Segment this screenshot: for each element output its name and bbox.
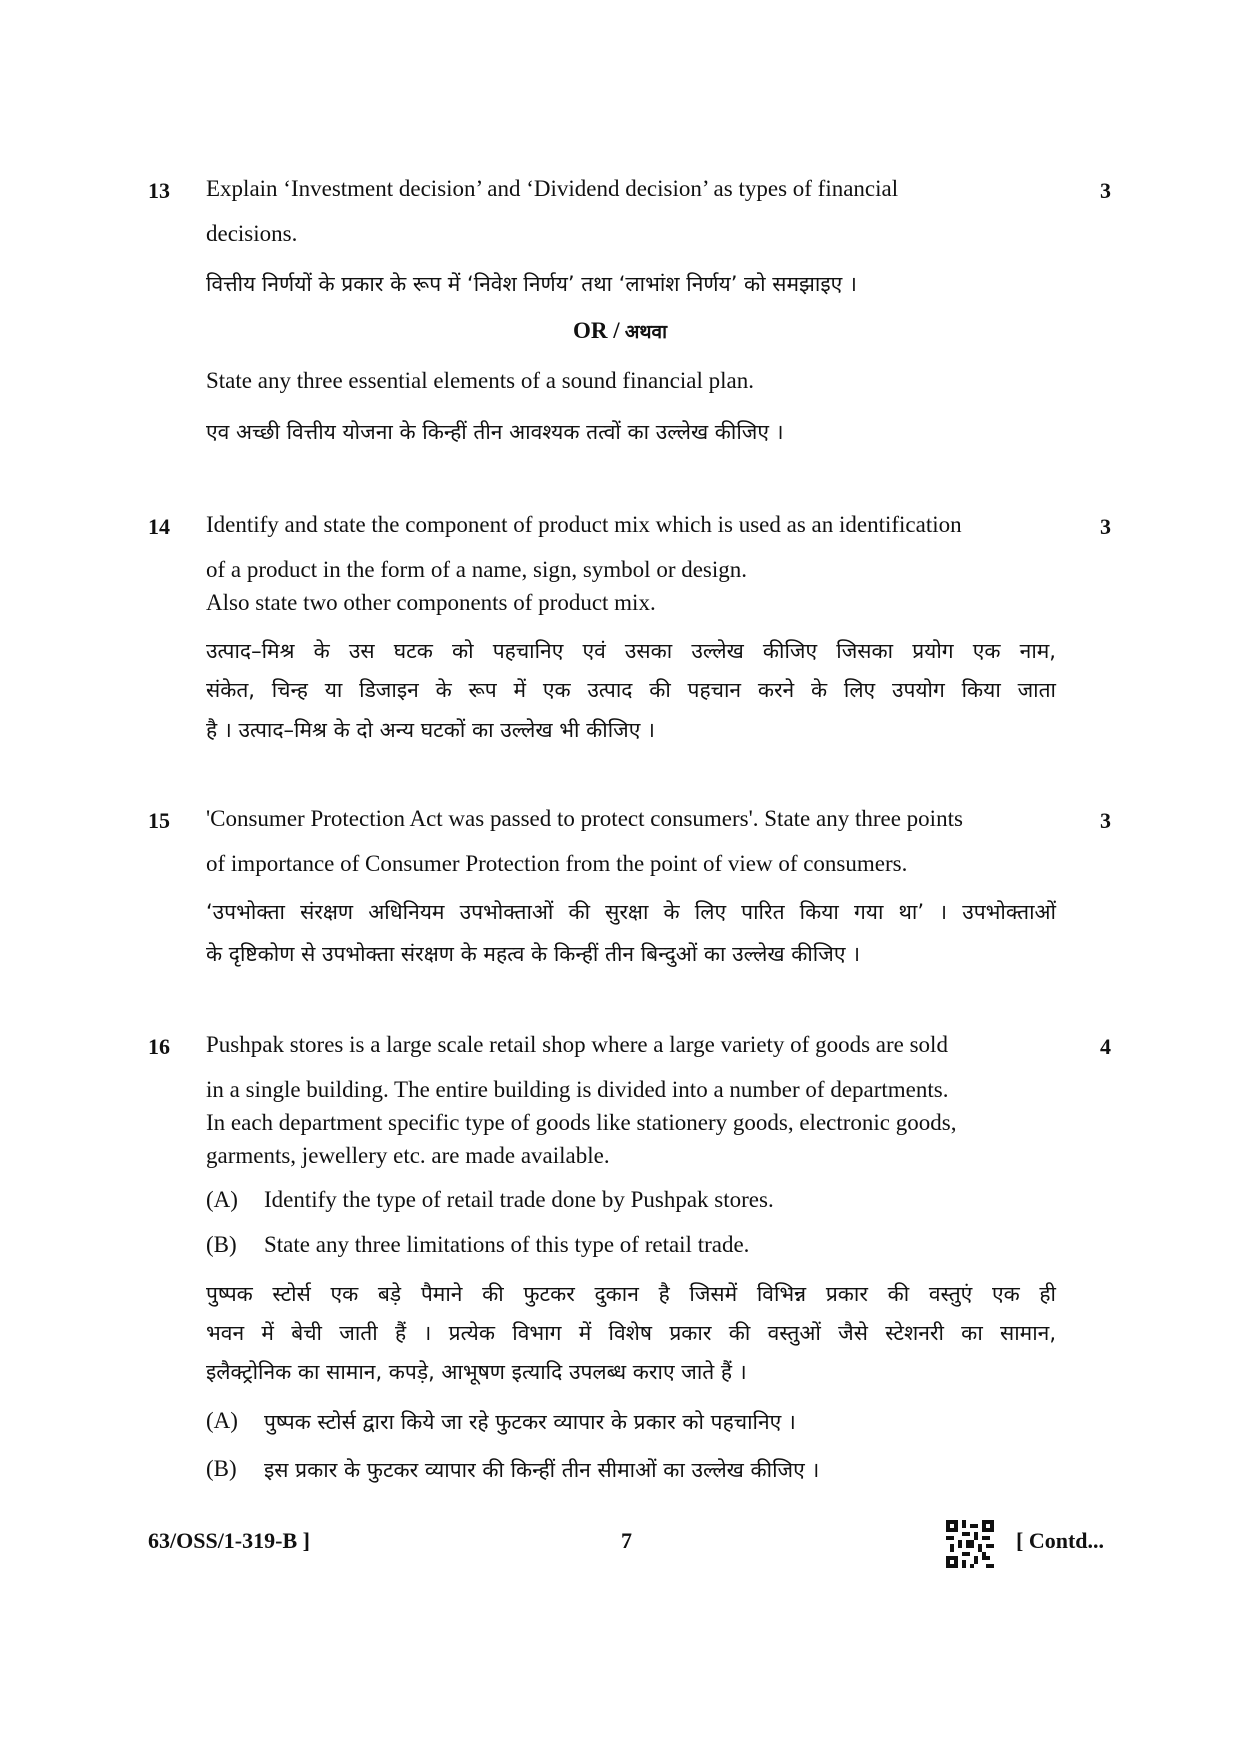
- or-separator: [0, 318, 1240, 344]
- question-text-en: garments, jewellery etc. are made available.: [206, 1143, 610, 1168]
- question-text-en: of a product in the form of a name, sign, symbol or design.: [206, 557, 748, 582]
- sub-question-text-en: State any three limitations of this type of retail trade.: [264, 1232, 750, 1257]
- sub-question-text-hi: पुष्पक स्टोर्स द्वारा किये जा रहे फुटकर व्यापार के प्रकार को पहचानिए ।: [264, 1410, 796, 1434]
- question-marks: 4: [1100, 1034, 1111, 1059]
- question-marks: 3: [1100, 808, 1111, 833]
- question-text-en: 'Consumer Protection Act was passed to protect consumers'. State any three points: [206, 806, 963, 831]
- question-text-hi: इलैक्ट्रोनिक का सामान, कपड़े, आभूषण इत्यादि उपलब्ध कराए जाते हैं ।: [206, 1360, 747, 1384]
- continued-label: [ Contd...: [1016, 1528, 1105, 1553]
- question-text-en: Explain ‘Investment decision’ and ‘Dividend decision’ as types of financial: [206, 176, 899, 201]
- question-text-en: decisions.: [206, 221, 298, 246]
- question-text-hi: भवन में बेची जाती हैं । प्रत्येक विभाग में विशेष प्रकार की वस्तुओं जैसे स्टेशनरी का सामान,: [206, 1321, 1056, 1345]
- question-text-hi: संकेत, चिन्ह या डिजाइन के रूप में एक उत्पाद की पहचान करने के लिए उपयोग किया जाता: [206, 678, 1056, 702]
- question-text-en: Pushpak stores is a large scale retail shop where a large variety of goods are sold: [206, 1032, 948, 1057]
- sub-question-label: (B): [206, 1456, 237, 1481]
- question-marks: 3: [1100, 514, 1111, 539]
- question-text-en: Also state two other components of product mix.: [206, 590, 656, 615]
- question-text-en: of importance of Consumer Protection from the point of view of consumers.: [206, 851, 908, 876]
- or-label-hi: अथवा: [624, 321, 668, 343]
- paper-code: 63/OSS/1-319-B ]: [148, 1528, 310, 1553]
- sub-question-label: (B): [206, 1232, 237, 1257]
- question-text-hi: है । उत्पाद–मिश्र के दो अन्य घटकों का उल्लेख भी कीजिए ।: [206, 718, 655, 742]
- sub-question-label: (A): [206, 1408, 238, 1433]
- question-text-hi: ‘उपभोक्ता संरक्षण अधिनियम उपभोक्ताओं की सुरक्षा के लिए पारित किया गया था’ । उपभोक्ताओं: [206, 900, 1056, 924]
- question-text-hi: उत्पाद–मिश्र के उस घटक को पहचानिए एवं उसका उल्लेख कीजिए जिसका प्रयोग एक नाम,: [206, 639, 1056, 663]
- question-marks: 3: [1100, 178, 1111, 203]
- sub-question-text-en: Identify the type of retail trade done by Pushpak stores.: [264, 1187, 774, 1212]
- question-text-hi: पुष्पक स्टोर्स एक बड़े पैमाने की फुटकर दुकान है जिसमें विभिन्न प्रकार की वस्तुएं एक ही: [206, 1282, 1056, 1306]
- sub-question-text-hi: इस प्रकार के फुटकर व्यापार की किन्हीं तीन सीमाओं का उल्लेख कीजिए ।: [264, 1458, 820, 1482]
- alternate-question-en: State any three essential elements of a sound financial plan.: [206, 368, 754, 393]
- question-text-hi: वित्तीय निर्णयों के प्रकार के रूप में ‘निवेश निर्णय’ तथा ‘लाभांश निर्णय’ को समझाइए ।: [206, 272, 857, 296]
- sub-question-label: (A): [206, 1187, 238, 1212]
- question-number: 14: [148, 514, 170, 539]
- question-number: 16: [148, 1034, 170, 1059]
- question-text-hi: के दृष्टिकोण से उपभोक्ता संरक्षण के महत्व के किन्हीं तीन बिन्दुओं का उल्लेख कीजिए ।: [206, 942, 861, 966]
- question-text-en: In each department specific type of goods like stationery goods, electronic goods,: [206, 1110, 957, 1135]
- qr-code-icon: [946, 1520, 994, 1568]
- question-number: 13: [148, 178, 170, 203]
- question-text-en: Identify and state the component of product mix which is used as an identification: [206, 512, 962, 537]
- question-number: 15: [148, 808, 170, 833]
- or-label-en: OR /: [572, 318, 620, 343]
- alternate-question-hi: एव अच्छी वित्तीय योजना के किन्हीं तीन आवश्यक तत्वों का उल्लेख कीजिए ।: [206, 420, 784, 444]
- question-text-en: in a single building. The entire building is divided into a number of departments.: [206, 1077, 949, 1102]
- page-number: 7: [621, 1528, 632, 1553]
